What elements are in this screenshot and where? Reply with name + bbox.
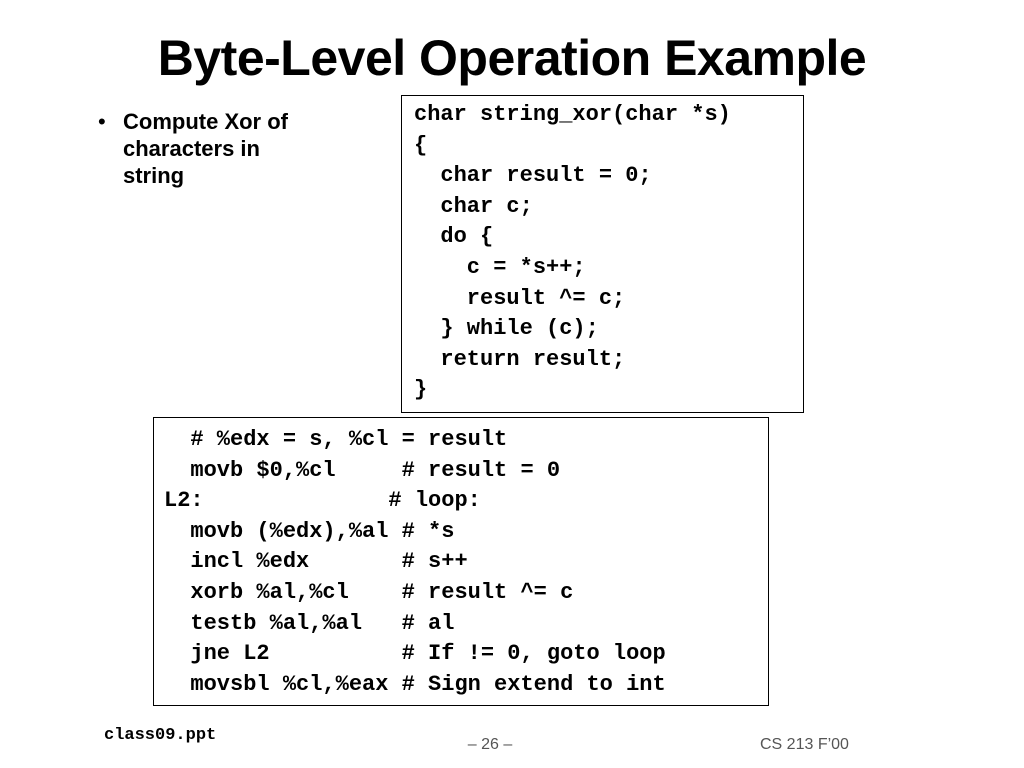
c-code-line: return result; [414, 346, 626, 372]
bullet-text-line: Compute Xor of [123, 109, 288, 134]
footer-page-number: – 26 – [467, 736, 513, 753]
bullet-text-line: string [123, 163, 185, 188]
c-code-line: } while (c); [414, 316, 599, 342]
asm-code-line: # %edx = s, %cl = result [164, 427, 508, 452]
asm-code-line: testb %al,%al # al [164, 610, 455, 636]
footer-course: CS 213 F’00 [760, 736, 849, 753]
asm-code-line: L2: # loop: [164, 488, 481, 514]
bullet-marker: • [98, 109, 106, 134]
c-code-line: } [414, 377, 428, 403]
bullet-text-line: characters in [123, 136, 260, 161]
c-code-line: char string_xor(char *s) [414, 102, 731, 127]
assembly-code-box [153, 417, 769, 706]
c-code-line: c = *s++; [414, 254, 586, 280]
asm-code-line: movsbl %cl,%eax # Sign extend to int [164, 671, 666, 697]
c-code-line: do { [414, 224, 494, 250]
asm-code-line: movb (%edx),%al # *s [164, 518, 455, 544]
slide-title: Byte-Level Operation Example [157, 30, 867, 86]
c-code-line: char c; [414, 193, 533, 219]
bullet-list [96, 108, 336, 189]
c-code-box [401, 95, 804, 413]
asm-code-line: xorb %al,%cl # result ^= c [164, 579, 574, 605]
asm-code-line: jne L2 # If != 0, goto loop [164, 641, 666, 667]
asm-code-line: incl %edx # s++ [164, 549, 468, 575]
c-code-line: { [414, 132, 428, 158]
asm-code-line: movb $0,%cl # result = 0 [164, 457, 561, 483]
c-code-line: char result = 0; [414, 163, 652, 189]
c-code-line: result ^= c; [414, 285, 626, 311]
bullet-item [96, 108, 336, 189]
footer-filename: class09.ppt [104, 726, 217, 745]
